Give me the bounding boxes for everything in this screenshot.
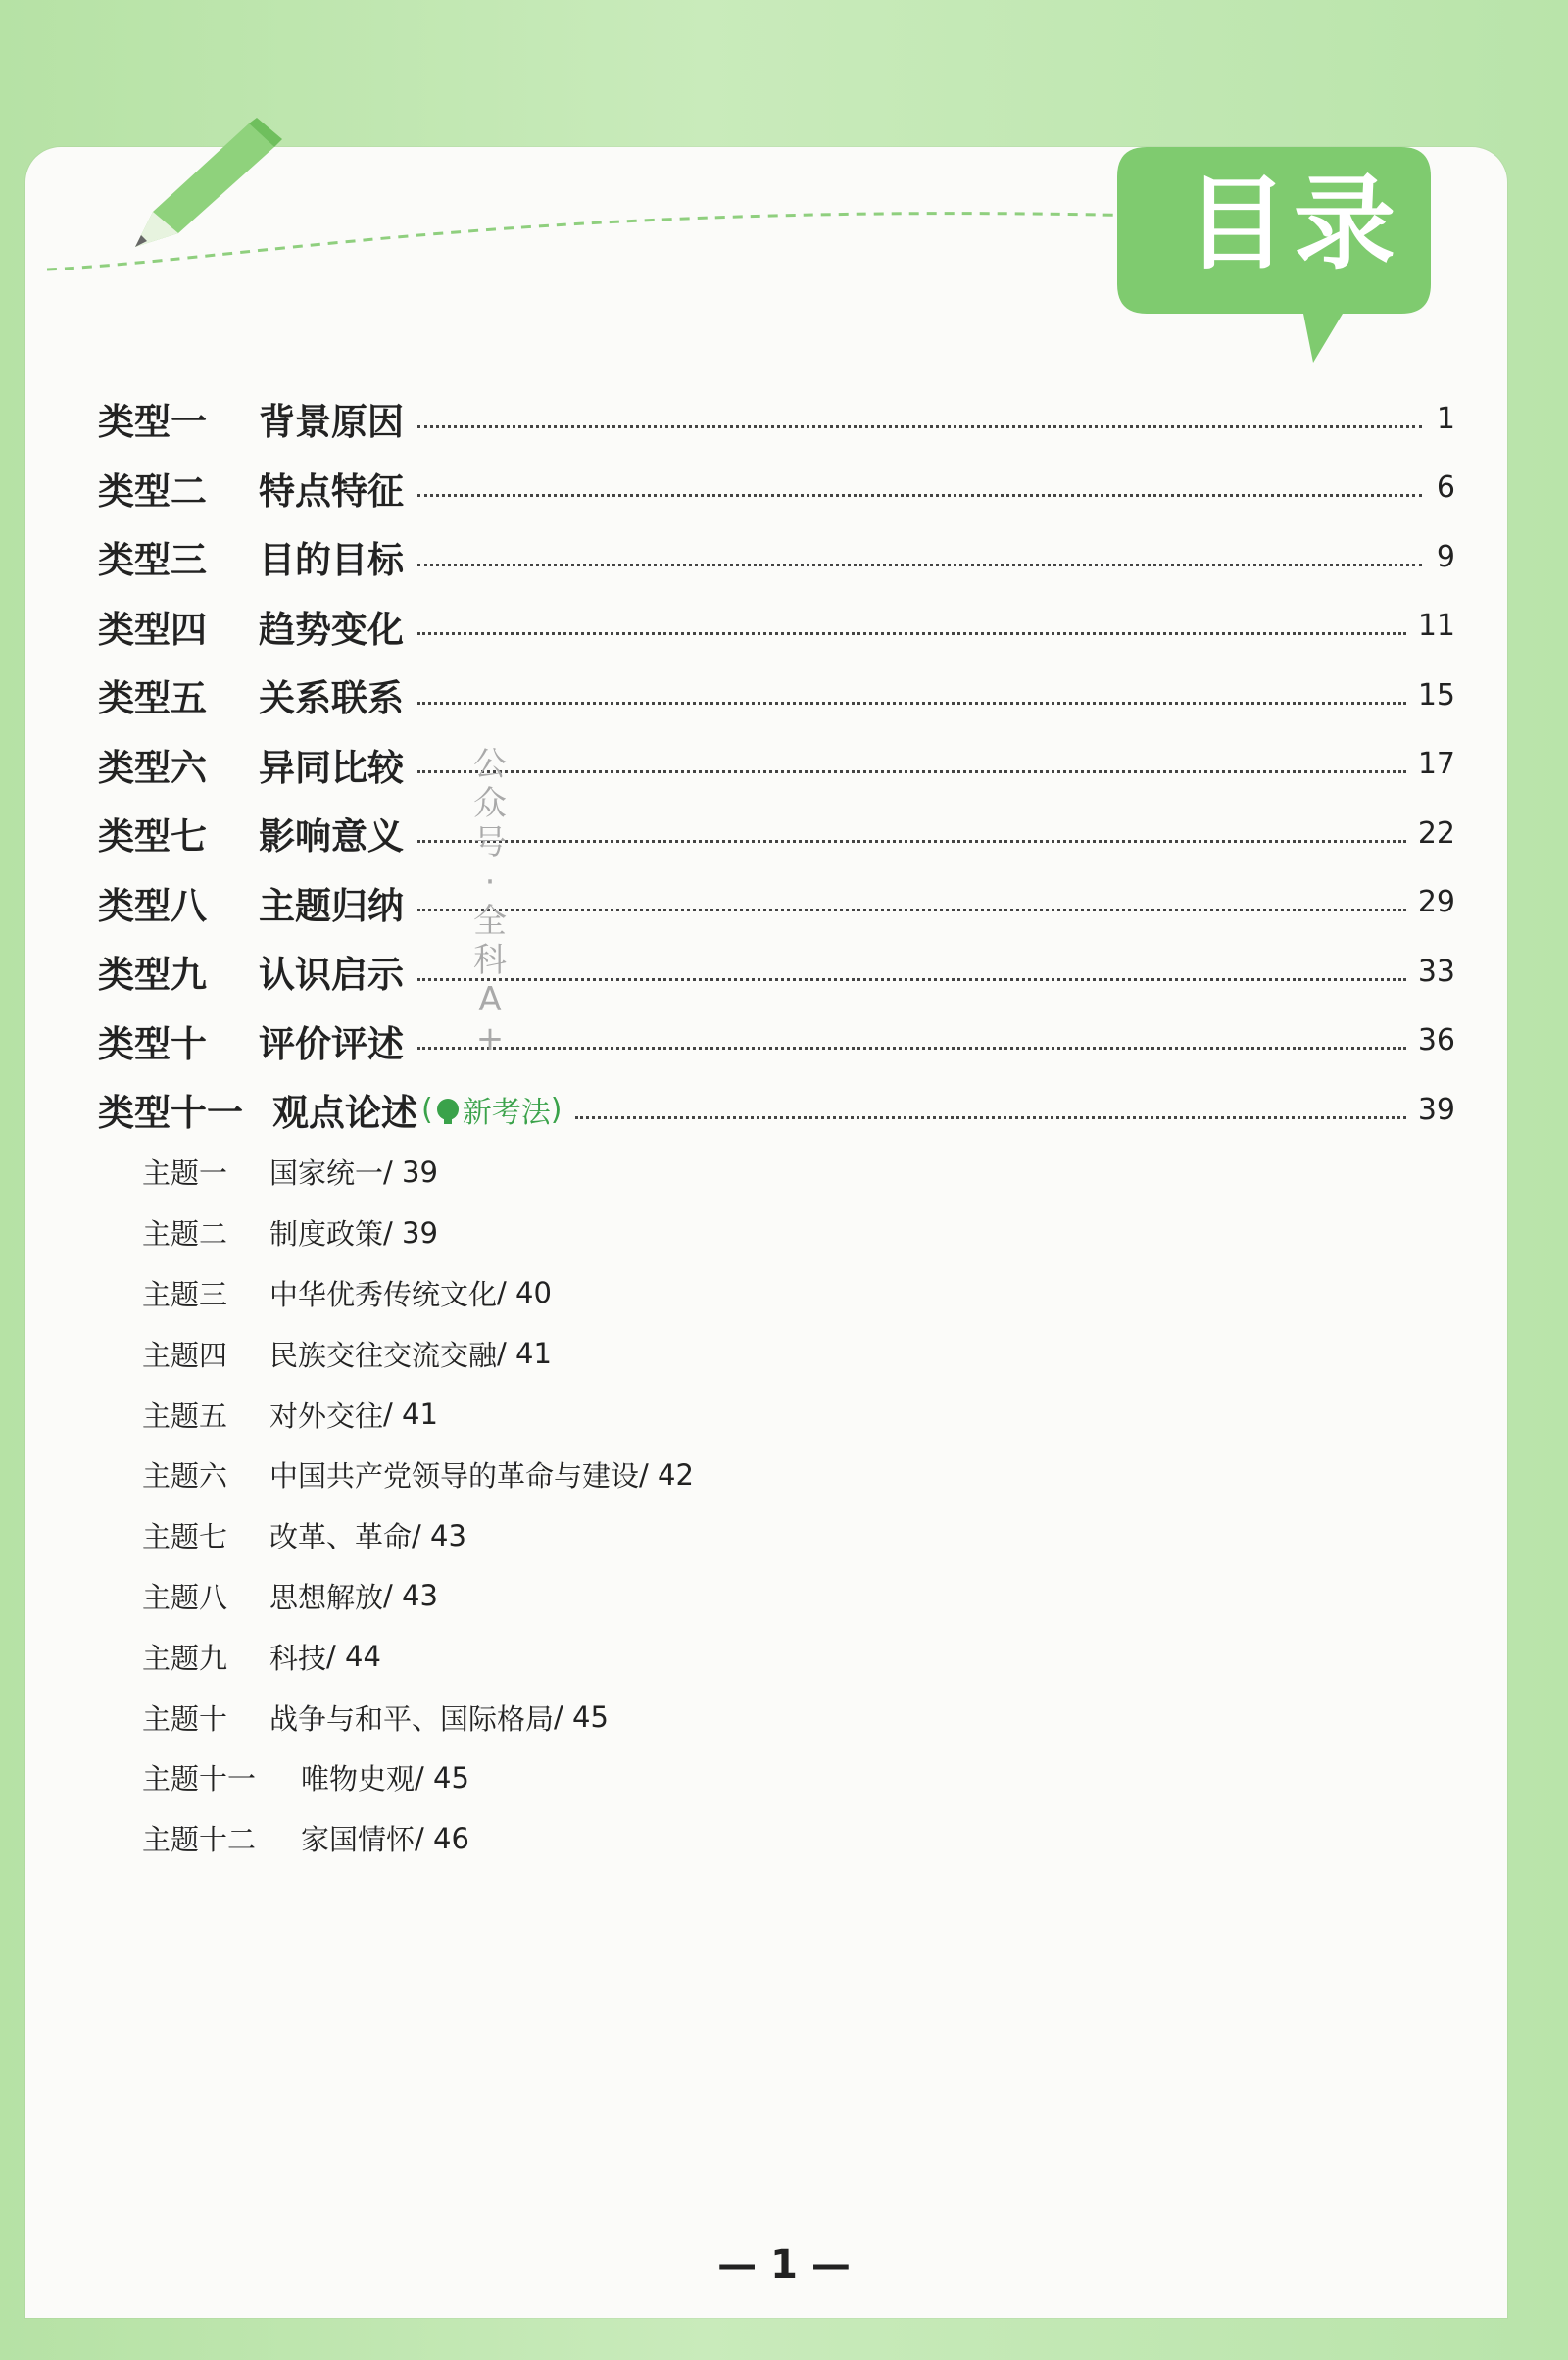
topic-item[interactable] (142, 1747, 1024, 1808)
toc-page-number: 17 (1417, 747, 1455, 782)
toc-item[interactable] (98, 661, 1455, 730)
topic-item[interactable] (142, 1142, 1024, 1203)
topic-number: 主题五 (142, 1399, 228, 1433)
topic-title: 改革、革命 (270, 1520, 413, 1554)
topic-number: 主题九 (142, 1641, 228, 1675)
toc-title: 背景原因 (259, 401, 404, 444)
topic-page: / 45 (554, 1700, 609, 1735)
leader-dots (417, 901, 1406, 911)
toc-title: 目的目标 (259, 539, 404, 582)
toc-title: 关系联系 (259, 677, 404, 720)
toc-page-number: 22 (1417, 815, 1455, 851)
toc-item[interactable] (98, 384, 1455, 454)
topic-item[interactable] (142, 1263, 1024, 1324)
toc-page-number: 36 (1417, 1023, 1455, 1058)
topic-item[interactable] (142, 1505, 1024, 1566)
leader-dots (417, 970, 1406, 981)
badge-label: 新考法 (462, 1096, 551, 1131)
topic-item[interactable] (142, 1808, 1024, 1869)
toc-item[interactable] (98, 937, 1455, 1007)
page-number: — 1 — (717, 2242, 851, 2287)
topic-number: 主题十一 (142, 1762, 257, 1796)
leader-dots (417, 486, 1422, 497)
topic-page: / 43 (412, 1518, 466, 1552)
toc-page-number: 1 (1436, 401, 1455, 436)
toc-page-number: 6 (1436, 470, 1455, 506)
leader-dots (417, 694, 1406, 705)
topic-page: / 45 (415, 1760, 469, 1795)
toc-title: 主题归纳 (259, 884, 404, 927)
toc-item[interactable] (98, 730, 1455, 800)
toc-item[interactable] (98, 799, 1455, 868)
topic-page: / 39 (383, 1215, 438, 1250)
leader-dots (417, 1039, 1406, 1050)
toc-title: 评价评述 (259, 1022, 404, 1065)
toc-item[interactable] (98, 454, 1455, 523)
toc-type-label: 类型五 (98, 677, 207, 720)
topic-item[interactable] (142, 1323, 1024, 1384)
topic-number: 主题七 (142, 1520, 228, 1554)
topic-number: 主题四 (142, 1338, 228, 1372)
topic-title: 中国共产党领导的革命与建设 (270, 1459, 640, 1494)
toc-page-number: 15 (1417, 677, 1455, 713)
toc-page-number: 33 (1417, 954, 1455, 989)
topic-item[interactable] (142, 1566, 1024, 1627)
toc-item[interactable] (98, 1075, 1455, 1145)
topic-number: 主题一 (142, 1156, 228, 1191)
toc-type-label: 类型八 (98, 884, 207, 927)
topic-title: 科技 (270, 1641, 327, 1675)
pencil-icon (127, 118, 284, 255)
toc-item[interactable] (98, 868, 1455, 938)
toc-item[interactable] (98, 1007, 1455, 1076)
toc-page-number: 11 (1417, 609, 1455, 644)
topic-title: 民族交往交流交融 (270, 1338, 498, 1372)
leader-dots (417, 832, 1406, 843)
topic-title: 中华优秀传统文化 (270, 1277, 498, 1311)
leader-dots (417, 556, 1422, 566)
topic-title: 家国情怀 (301, 1823, 416, 1857)
topic-page: / 39 (383, 1155, 438, 1189)
toc-type-label: 类型六 (98, 746, 207, 789)
topic-page: / 46 (415, 1821, 469, 1855)
toc-type-label: 类型三 (98, 539, 207, 582)
leader-dots (417, 762, 1406, 773)
toc-page-number: 39 (1417, 1092, 1455, 1127)
topic-title: 国家统一 (270, 1156, 384, 1191)
topic-item[interactable] (142, 1687, 1024, 1747)
toc-title: 认识启示 (259, 954, 404, 997)
topic-item[interactable] (142, 1626, 1024, 1687)
topic-page: / 40 (497, 1276, 552, 1310)
topic-item[interactable] (142, 1203, 1024, 1263)
toc-type-label: 类型九 (98, 954, 207, 997)
toc-page-number: 9 (1436, 539, 1455, 574)
topic-page: / 43 (383, 1579, 438, 1613)
toc-type-label: 类型一 (98, 401, 207, 444)
toc-page-number: 29 (1417, 885, 1455, 920)
toc-type-label: 类型十 (98, 1022, 207, 1065)
topic-title: 对外交往 (270, 1399, 384, 1433)
leader-dots (575, 1108, 1405, 1119)
watermark-text: 公众号·全科A+ (473, 745, 507, 1058)
topic-page: / 41 (383, 1398, 438, 1432)
page-title: 目录 (1185, 164, 1401, 283)
topic-number: 主题十 (142, 1701, 228, 1736)
toc-title: 趋势变化 (259, 608, 404, 651)
topic-title: 唯物史观 (301, 1762, 416, 1796)
new-method-badge: ( 新考法 ) (421, 1088, 562, 1131)
toc-list (98, 384, 1455, 1145)
topic-page: / 44 (326, 1640, 381, 1674)
topic-title: 思想解放 (270, 1580, 384, 1614)
topic-item[interactable] (142, 1445, 1024, 1505)
topic-list (142, 1142, 1024, 1869)
toc-type-label: 类型七 (98, 815, 207, 859)
toc-type-label: 类型十一 (98, 1092, 243, 1135)
toc-item[interactable] (98, 592, 1455, 662)
topic-number: 主题十二 (142, 1823, 257, 1857)
toc-title: 异同比较 (259, 746, 404, 789)
leader-dots (417, 418, 1422, 428)
topic-number: 主题三 (142, 1277, 228, 1311)
topic-title: 制度政策 (270, 1217, 384, 1252)
topic-number: 主题八 (142, 1580, 228, 1614)
toc-item[interactable] (98, 522, 1455, 592)
leader-dots (417, 624, 1406, 635)
topic-page: / 41 (497, 1337, 552, 1371)
toc-title: 特点特征 (259, 469, 404, 513)
topic-page: / 42 (639, 1457, 694, 1492)
topic-number: 主题六 (142, 1459, 228, 1494)
toc-title: 影响意义 (259, 815, 404, 859)
toc-type-label: 类型四 (98, 608, 207, 651)
topic-title: 战争与和平、国际格局 (270, 1701, 555, 1736)
topic-number: 主题二 (142, 1217, 228, 1252)
toc-title: 观点论述 (272, 1092, 417, 1135)
toc-type-label: 类型二 (98, 469, 207, 513)
topic-item[interactable] (142, 1384, 1024, 1445)
lightbulb-icon (437, 1099, 459, 1120)
